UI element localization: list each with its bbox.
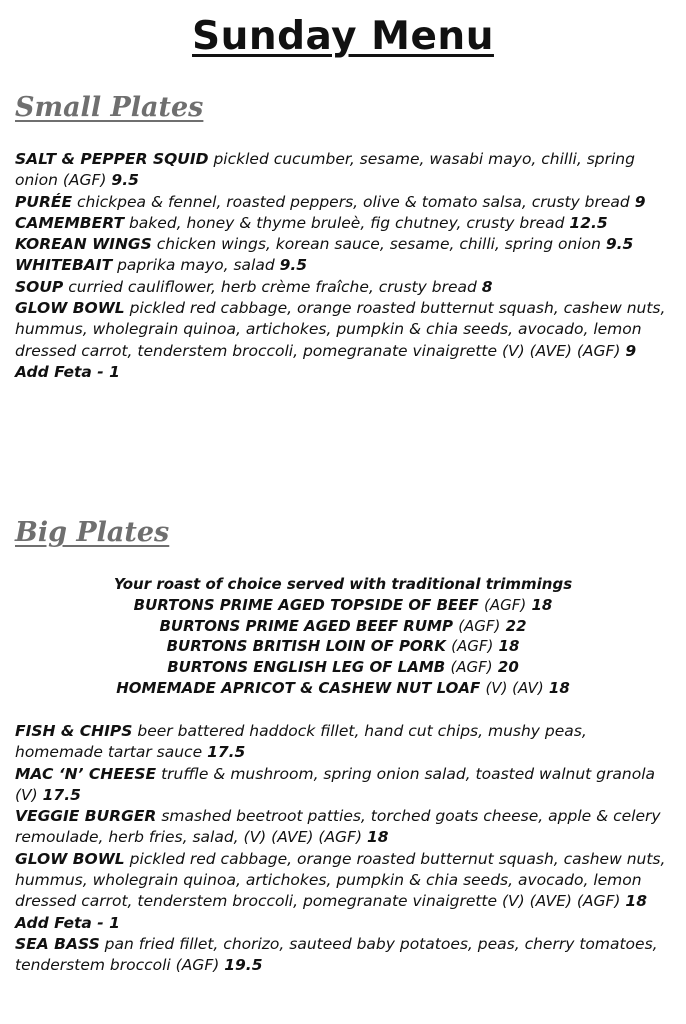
roast-tags: (AGF) — [450, 658, 493, 677]
item-name: MAC ‘N’ CHEESE — [15, 764, 157, 783]
menu-item — [15, 213, 669, 234]
small-plates-heading: Small Plates — [15, 92, 204, 123]
item-name: SEA BASS — [15, 934, 100, 953]
menu-item — [15, 298, 669, 362]
item-price: 9.5 — [111, 171, 139, 190]
item-name: KOREAN WINGS — [15, 235, 152, 254]
menu-item — [15, 192, 669, 213]
item-price: 17.5 — [42, 785, 81, 804]
big-plates-heading: Big Plates — [15, 517, 170, 548]
item-name: GLOW BOWL — [15, 299, 125, 318]
item-price: 18 — [366, 828, 389, 847]
page-title: Sunday Menu — [192, 14, 494, 59]
item-name: PURÉE — [15, 192, 73, 211]
item-name: VEGGIE BURGER — [15, 807, 157, 826]
item-description: pickled red cabbage, orange roasted butternut squash, cashew nuts, hummus, wholegrain quinoa, artichokes, pumpkin & chia seeds, avocado, lemon dressed carrot, tenderstem broccoli, pomegranate vinaigrette (V) (AVE) (AGF) — [15, 299, 666, 360]
item-price: 9.5 — [605, 235, 634, 254]
item-description: pan fried fillet, chorizo, sauteed baby potatoes, peas, cherry tomatoes, tenderstem broccoli (AGF) — [15, 934, 658, 975]
item-name: SOUP — [15, 277, 64, 296]
roast-price: 22 — [505, 616, 527, 635]
roast-name: HOMEMADE APRICOT & CASHEW NUT LOAF — [116, 678, 481, 697]
item-price: 19.5 — [224, 956, 263, 975]
roast-item — [0, 657, 686, 678]
item-description: paprika mayo, salad — [117, 256, 275, 275]
menu-item — [15, 806, 669, 849]
menu-item — [15, 934, 669, 977]
item-description: smashed beetroot patties, torched goats cheese, apple & celery remoulade, herb fries, salad, (V) (AVE) (AGF) — [15, 807, 661, 847]
menu-item — [15, 255, 669, 276]
item-price: 9 — [634, 192, 646, 211]
item-price: 9.5 — [279, 256, 308, 275]
roast-item — [0, 616, 686, 637]
roast-price: 18 — [548, 678, 570, 697]
item-name: GLOW BOWL — [15, 849, 125, 868]
item-description: pickled cucumber, sesame, wasabi mayo, chilli, spring onion (AGF) — [15, 150, 635, 190]
roast-price: 20 — [497, 658, 519, 677]
item-name: CAMEMBERT — [15, 213, 125, 232]
item-description: curried cauliflower, herb crème fraîche, crusty bread — [68, 277, 477, 296]
roast-item — [0, 595, 686, 616]
roast-tags: (V) (AV) — [485, 678, 544, 697]
roast-tags: (AGF) — [451, 637, 494, 656]
item-name: FISH & CHIPS — [15, 722, 133, 740]
menu-extra: Add Feta - 1 — [15, 913, 120, 932]
item-description: pickled red cabbage, orange roasted butternut squash, cashew nuts, hummus, wholegrain quinoa, artichokes, pumpkin & chia seeds, avocado, lemon dressed carrot, tenderstem broccoli, pomegranate vinaigrette (V) (AVE) (AGF) — [15, 849, 666, 911]
menu-item — [15, 849, 669, 913]
roast-name: BURTONS BRITISH LOIN OF PORK — [166, 637, 446, 656]
roast-name: BURTONS PRIME AGED BEEF RUMP — [159, 616, 453, 635]
item-name: SALT & PEPPER SQUID — [15, 150, 209, 168]
item-description: chicken wings, korean sauce, sesame, chilli, spring onion — [156, 235, 601, 254]
roast-price: 18 — [531, 595, 553, 614]
menu-item — [15, 721, 669, 764]
item-description: beer battered haddock fillet, hand cut chips, mushy peas, homemade tartar sauce — [15, 722, 587, 762]
roast-name: BURTONS ENGLISH LEG OF LAMB — [167, 658, 446, 677]
menu-extra: Add Feta - 1 — [15, 362, 120, 381]
item-price: 12.5 — [569, 213, 608, 232]
roast-list — [0, 595, 686, 699]
roast-name: BURTONS PRIME AGED TOPSIDE OF BEEF — [133, 595, 479, 614]
roast-item — [0, 678, 686, 699]
item-price: 9 — [625, 341, 637, 360]
item-name: WHITEBAIT — [15, 256, 113, 275]
menu-item — [15, 764, 669, 807]
roast-intro: Your roast of choice served with traditional trimmings — [113, 575, 573, 593]
item-description: chickpea & fennel, roasted peppers, olive & tomato salsa, crusty bread — [77, 192, 630, 211]
roast-tags: (AGF) — [484, 595, 527, 614]
roast-item — [0, 636, 686, 657]
roast-price: 18 — [498, 637, 520, 656]
menu-item — [15, 149, 669, 192]
small-plates-list — [15, 149, 669, 383]
menu-item — [15, 277, 669, 298]
item-description: truffle & mushroom, spring onion salad, toasted walnut granola (V) — [15, 764, 656, 804]
item-price: 18 — [625, 892, 647, 911]
item-price: 17.5 — [207, 743, 246, 762]
item-description: baked, honey & thyme bruleè, fig chutney, crusty bread — [128, 213, 565, 232]
roast-tags: (AGF) — [458, 616, 501, 635]
item-price: 8 — [481, 277, 493, 296]
big-plates-list — [15, 721, 669, 977]
menu-item — [15, 234, 669, 255]
roast-block — [0, 574, 686, 699]
